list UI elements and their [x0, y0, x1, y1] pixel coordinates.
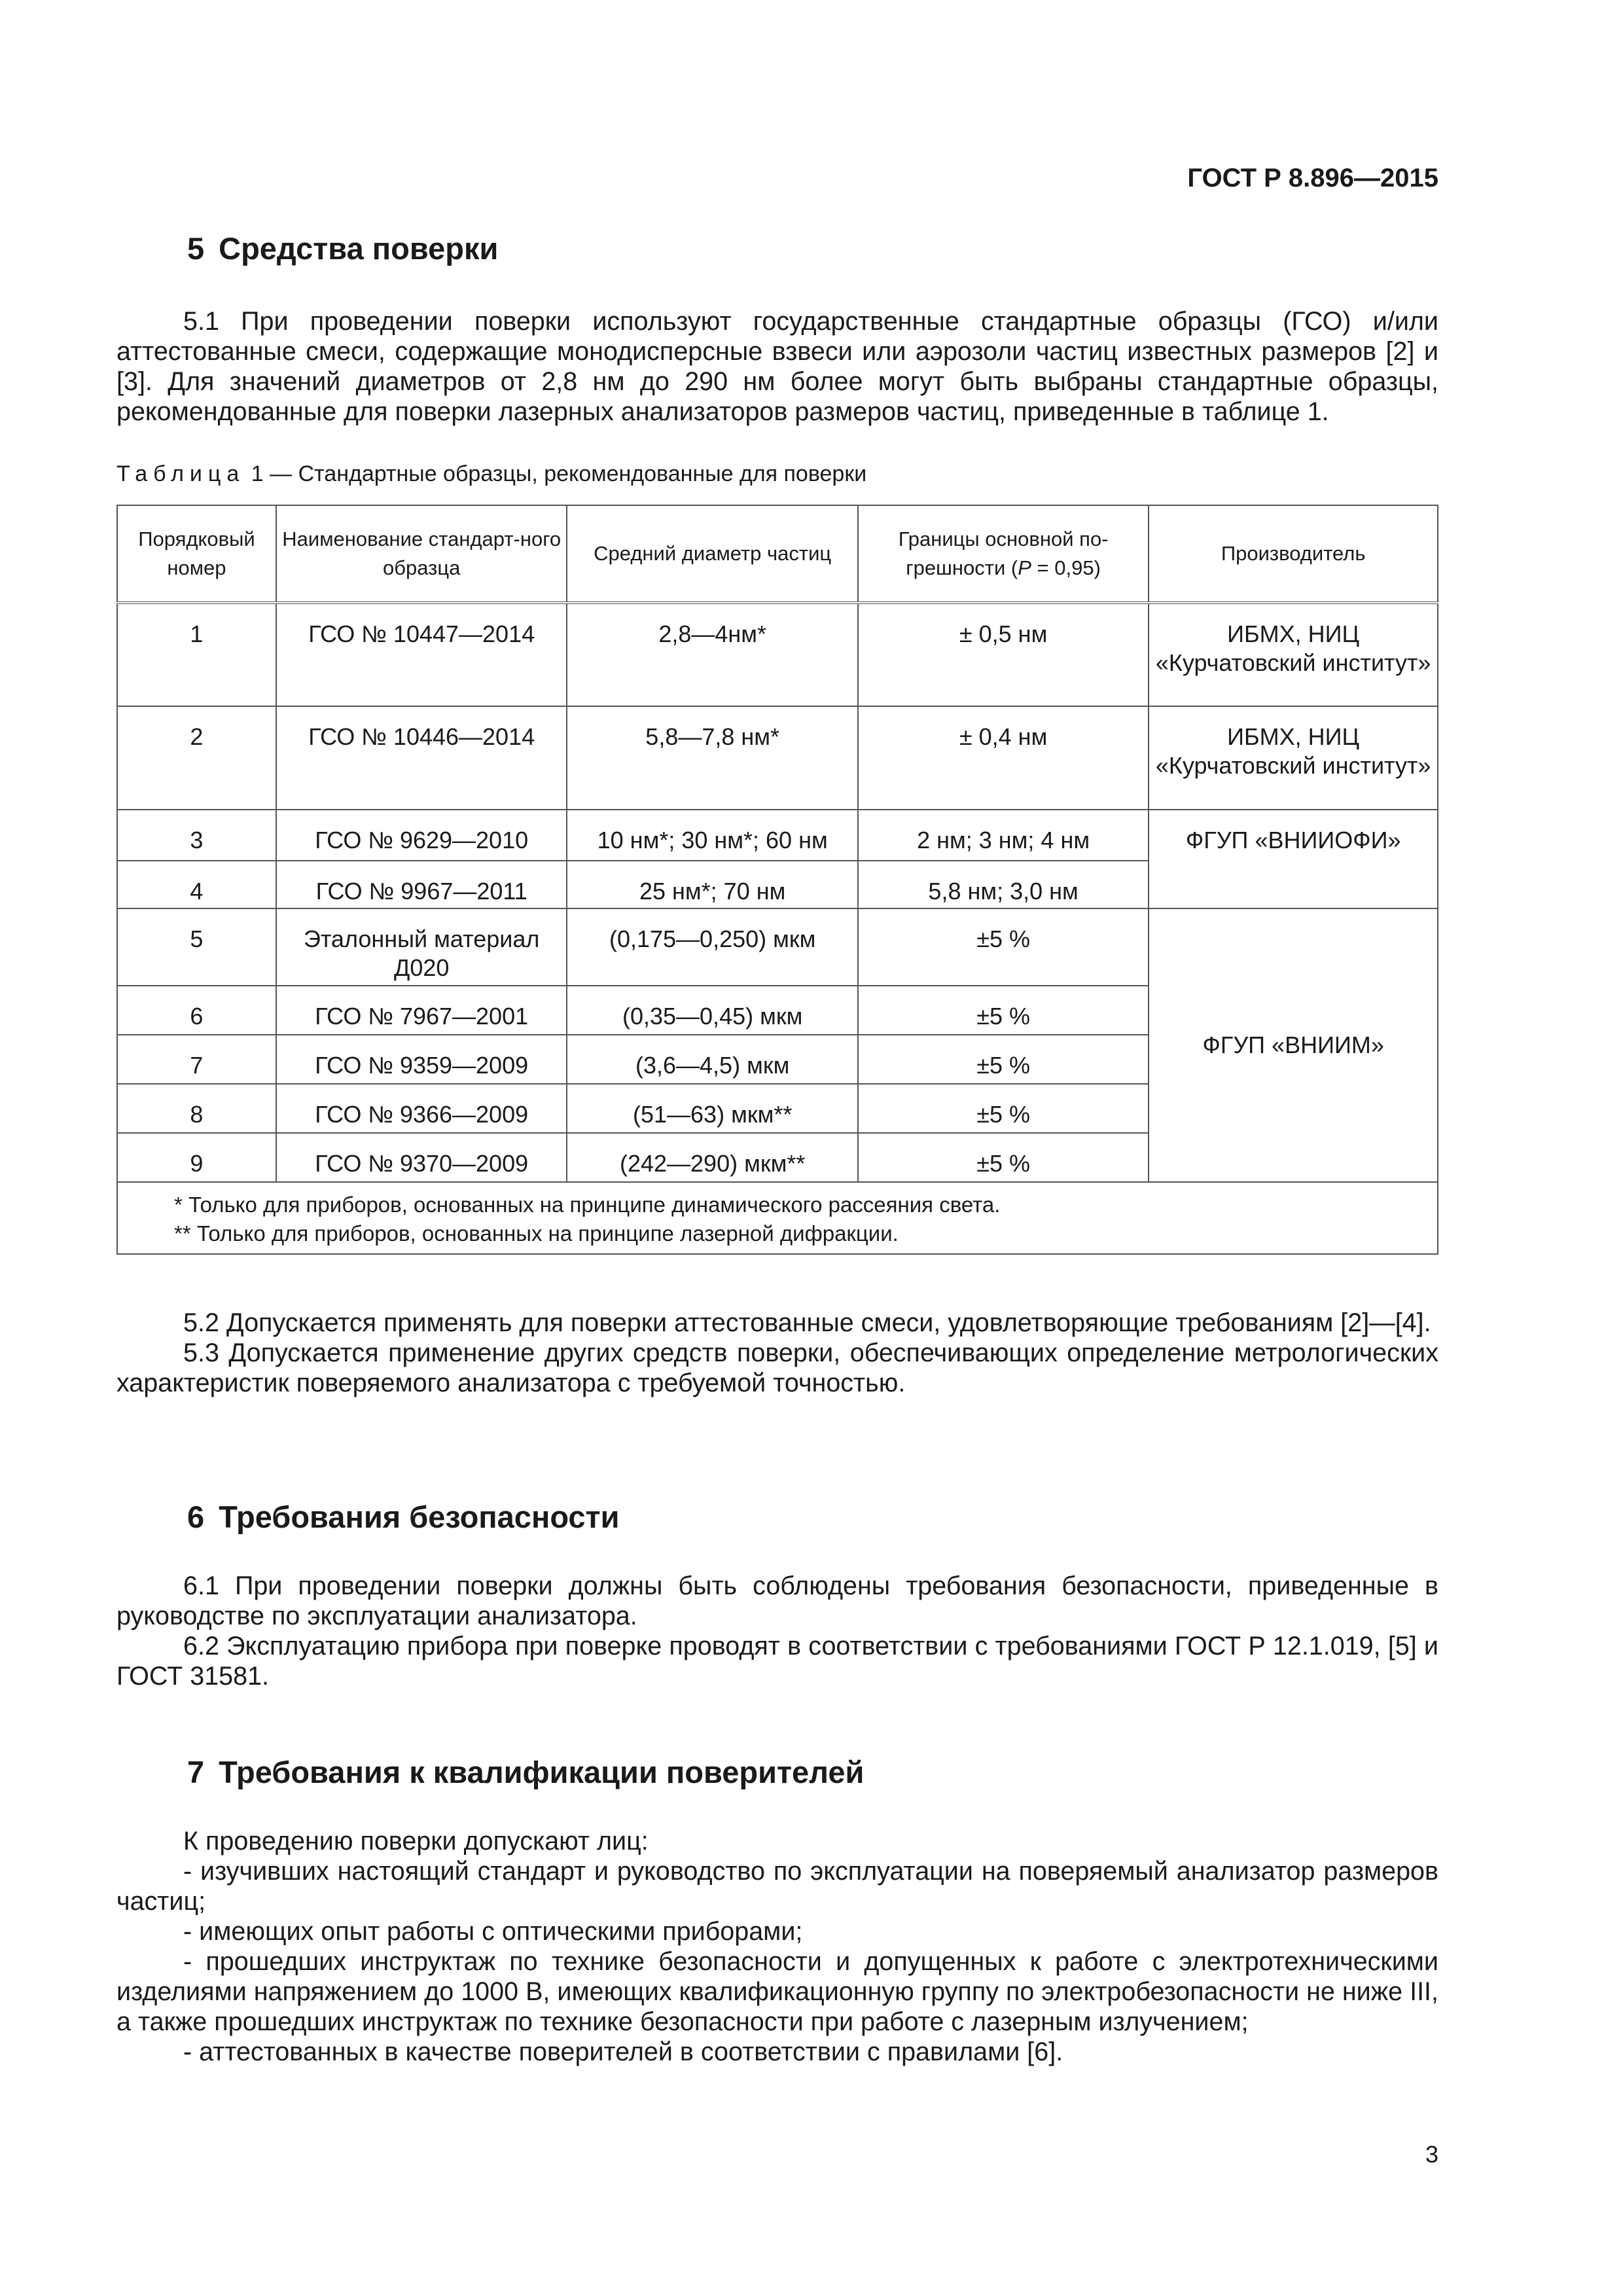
list-item-text: - имеющих опыт работы с оптическими приборами;: [183, 1917, 803, 1946]
table-row: [117, 908, 1438, 986]
section-number: 7: [187, 1755, 205, 1789]
header-error: Границы основной по-грешности (P = 0,95): [858, 505, 1149, 603]
header-maker: Производитель: [1149, 505, 1438, 603]
cell-name: Эталонный материал Д020: [276, 908, 567, 986]
page-number: 3: [1425, 2141, 1438, 2168]
cell-diameter: (242—290) мкм**: [567, 1133, 857, 1182]
cell-number: 8: [117, 1084, 276, 1133]
paragraph-6-1: 6.1 При проведении поверки должны быть соблюдены требования безопасности, приведенные в руководстве по эксплуатации анализатора.: [116, 1571, 1438, 1630]
footnote-dynamic-scattering: * Только для приборов, основанных на принципе динамического рассеяния света.: [174, 1193, 1001, 1217]
cell-error: 2 нм; 3 нм; 4 нм: [858, 810, 1149, 861]
cell-maker: ИБМХ, НИЦ «Курчатовский институт»: [1149, 706, 1438, 810]
header-name: Наименование стандарт-ного образца: [276, 505, 567, 603]
cell-name: ГСО № 10447—2014: [276, 603, 567, 706]
cell-error: 5,8 нм; 3,0 нм: [858, 861, 1149, 908]
cell-diameter: 25 нм*; 70 нм: [567, 861, 857, 908]
section-5-intro: [116, 306, 1438, 427]
cell-number: 1: [117, 603, 276, 706]
cell-name: ГСО № 7967—2001: [276, 986, 567, 1035]
cell-number: 6: [117, 986, 276, 1035]
cell-error: ±5 %: [858, 1133, 1149, 1182]
cell-name: ГСО № 9366—2009: [276, 1084, 567, 1133]
table-row: [117, 706, 1438, 810]
cell-name: ГСО № 9359—2009: [276, 1035, 567, 1084]
header-number: Порядковый номер: [117, 505, 276, 603]
paragraph-6-2: 6.2 Эксплуатацию прибора при поверке проводят в соответствии с требованиями ГОСТ Р 12.1.019, [5] и ГОСТ 31581.: [116, 1632, 1438, 1691]
list-item: [116, 1946, 1438, 2037]
cell-maker: ФГУП «ВНИИМ»: [1149, 908, 1438, 1182]
list-item: [116, 2037, 1438, 2067]
cell-maker: ИБМХ, НИЦ «Курчатовский институт»: [1149, 603, 1438, 706]
cell-diameter: (3,6—4,5) мкм: [567, 1035, 857, 1084]
cell-name: ГСО № 9629—2010: [276, 810, 567, 861]
cell-error: ±5 %: [858, 908, 1149, 986]
cell-error: ± 0,4 нм: [858, 706, 1149, 810]
cell-diameter: 10 нм*; 30 нм*; 60 нм: [567, 810, 857, 861]
section-number: 6: [187, 1499, 205, 1534]
table-header-row: [117, 505, 1438, 603]
paragraph-5-1: 5.1 При проведении поверки используют государственные стандартные образцы (ГСО) и/или аттестованные смеси, содержащие монодисперсные взвеси или аэрозоли частиц известных размеров [2] и [3]. Для значений диаметров от 2,8 нм до 290 нм более могут быть выбраны стандартные образцы, рекомендованные для поверки лазерных анализаторов размеров частиц, приведенные в таблице 1.: [116, 307, 1438, 426]
cell-diameter: (51—63) мкм**: [567, 1084, 857, 1133]
cell-number: 4: [117, 861, 276, 908]
qualification-list: [116, 1856, 1438, 2067]
cell-number: 9: [117, 1133, 276, 1182]
document-header: ГОСТ Р 8.896—2015: [1187, 164, 1438, 192]
cell-error: ±5 %: [858, 1084, 1149, 1133]
list-item-text: - прошедших инструктаж по технике безопасности и допущенных к работе с электротехническими изделиями напряжением до 1000 В, имеющих квалификационную группу по электробезопасности не ниже III, а также прошедших инструктаж по технике безопасности при работе с лазерным излучением;: [116, 1947, 1438, 2036]
paragraph-5-3: 5.3 Допускается применение других средств поверки, обеспечивающих определение метрологических характеристик поверяемого анализатора с требуемой точностью.: [116, 1338, 1438, 1397]
list-item: [116, 1916, 1438, 1946]
section-7-heading: [187, 1754, 864, 1790]
section-number: 5: [187, 231, 205, 266]
section-title: Требования безопасности: [219, 1499, 620, 1534]
table-caption-prefix: Таблица: [116, 461, 245, 486]
footnote-laser-diffraction: ** Только для приборов, основанных на принципе лазерной дифракции.: [174, 1221, 899, 1246]
paragraph-5-2: 5.2 Допускается применять для поверки аттестованные смеси, удовлетворяющие требованиям [2]—[4].: [183, 1308, 1431, 1337]
section-5-heading: [187, 230, 498, 266]
cell-error: ±5 %: [858, 1035, 1149, 1084]
cell-diameter: 2,8—4нм*: [567, 603, 857, 706]
section-6-heading: [187, 1499, 619, 1535]
cell-error: ±5 %: [858, 986, 1149, 1035]
list-item-text: - изучивших настоящий стандарт и руководство по эксплуатации на поверяемый анализатор размеров частиц;: [116, 1857, 1438, 1916]
section-5-continued: [116, 1308, 1438, 1398]
table-footnotes: [117, 1182, 1438, 1254]
cell-name: ГСО № 9370—2009: [276, 1133, 567, 1182]
section-6-body: [116, 1571, 1438, 1691]
cell-number: 3: [117, 810, 276, 861]
table-caption: [116, 461, 866, 487]
cell-diameter: (0,175—0,250) мкм: [567, 908, 857, 986]
cell-name: ГСО № 10446—2014: [276, 706, 567, 810]
table-row: [117, 603, 1438, 706]
cell-name: ГСО № 9967—2011: [276, 861, 567, 908]
table-caption-text: 1 — Стандартные образцы, рекомендованные для поверки: [251, 461, 867, 486]
cell-maker: ФГУП «ВНИИОФИ»: [1149, 810, 1438, 908]
header-diameter: Средний диаметр частиц: [567, 505, 857, 603]
cell-diameter: 5,8—7,8 нм*: [567, 706, 857, 810]
footnotes-cell: [117, 1182, 1438, 1254]
list-item-text: - аттестованных в качестве поверителей в соответствии с правилами [6].: [183, 2037, 1063, 2066]
cell-error: ± 0,5 нм: [858, 603, 1149, 706]
section-title: Средства поверки: [219, 231, 499, 266]
section-7-body: [116, 1826, 1438, 2067]
cell-number: 2: [117, 706, 276, 810]
reference-samples-table: [116, 505, 1438, 1255]
cell-number: 5: [117, 908, 276, 986]
cell-number: 7: [117, 1035, 276, 1084]
list-item: [116, 1856, 1438, 1916]
table-row: [117, 810, 1438, 861]
section-7-intro: К проведению поверки допускают лиц:: [183, 1827, 649, 1856]
section-title: Требования к квалификации поверителей: [219, 1755, 865, 1789]
cell-diameter: (0,35—0,45) мкм: [567, 986, 857, 1035]
